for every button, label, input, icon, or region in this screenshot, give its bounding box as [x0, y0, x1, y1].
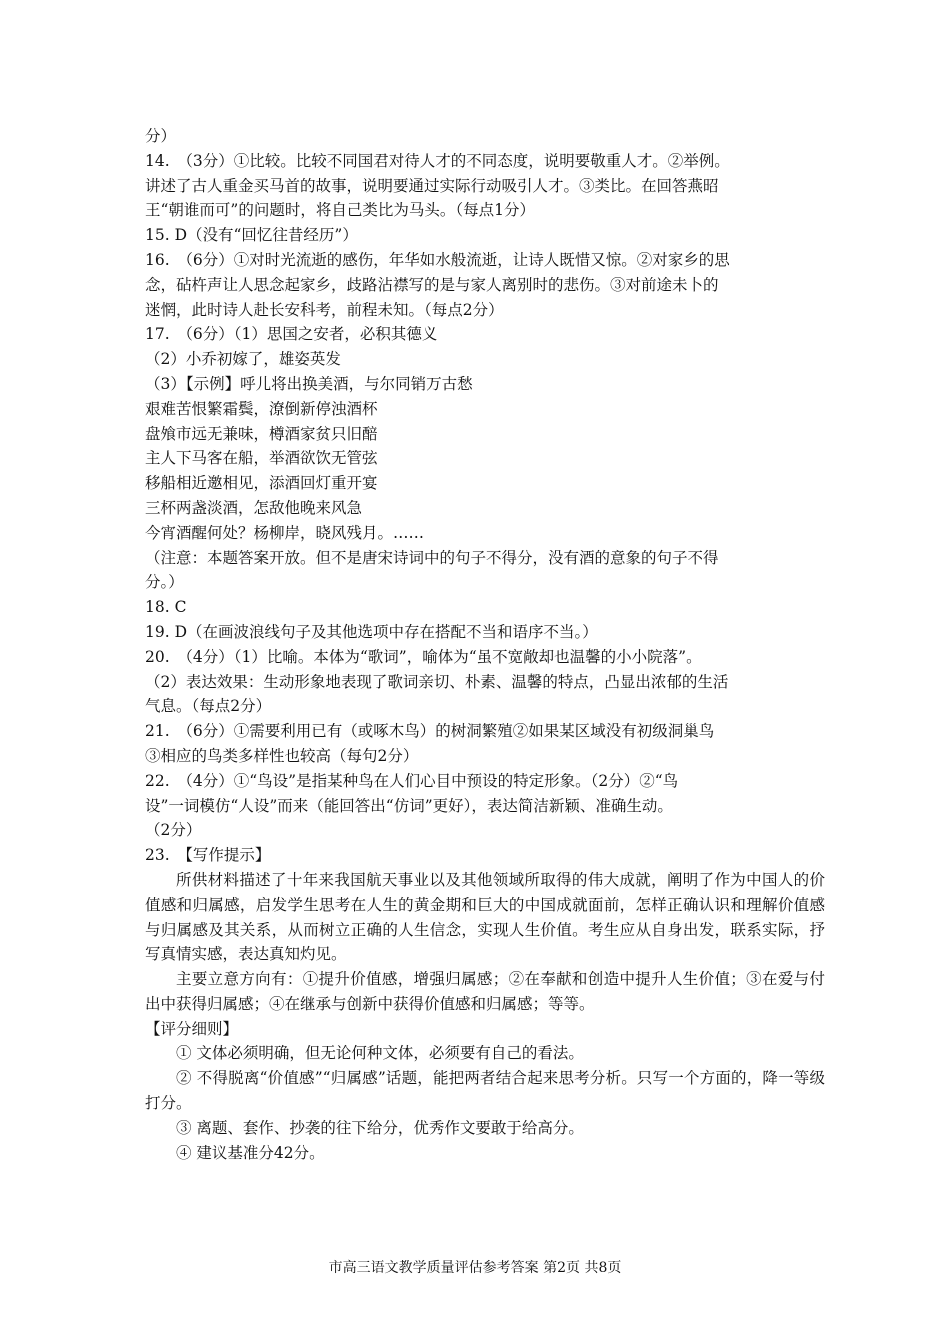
- answer-20-line-2: （2）表达效果：生动形象地表现了歌词亲切、朴素、温馨的特点，凸显出浓郁的生活: [145, 672, 729, 691]
- poem-line: 三杯两盏淡酒，怎敌他晚来风急: [145, 498, 363, 517]
- poem-line: 艰难苦恨繁霜鬓，潦倒新停浊酒杯: [145, 399, 378, 418]
- rubric-heading: 【评分细则】: [145, 1019, 239, 1038]
- answer-17-note-line-1: （注意：本题答案开放。但不是唐宋诗词中的句子不得分，没有酒的意象的句子不得: [145, 548, 719, 567]
- writing-direction-paragraph: 主要立意方向有：①提升价值感，增强归属感；②在奉献和创造中提升人生价值；③在爱与付出中获得归属感；④在继承与创新中获得价值感和归属感；等等。: [145, 970, 825, 1013]
- answer-content: [145, 124, 825, 1165]
- poem-line: 盘飧市远无兼味，樽酒家贫只旧醅: [145, 424, 378, 443]
- answer-15: 15. D（没有“回忆往昔经历”）: [145, 226, 358, 245]
- answer-14-line-3: 王“朝谁而可”的问题时，将自己类比为马头。（每点1分）: [145, 201, 535, 220]
- answer-18: 18. C: [145, 598, 187, 617]
- answer-14-line-2: 讲述了古人重金买马首的故事，说明要通过实际行动吸引人才。③类比。在回答燕昭: [145, 176, 719, 195]
- rubric-item: ① 文体必须明确，但无论何种文体，必须要有自己的看法。: [176, 1044, 584, 1063]
- answer-20-line-3: 气息。（每点2分）: [145, 697, 272, 716]
- answer-22-line-3: （2分）: [145, 821, 202, 840]
- text-line: 分）: [145, 127, 177, 145]
- writing-prompt-paragraph: 所供材料描述了十年来我国航天事业以及其他领域所取得的伟大成就，阐明了作为中国人的价值感和归属感，启发学生思考在人生的黄金期和巨大的中国成就面前，怎样正确认识和理解价值感与归属感及其关系，从而树立正确的人生信念，实现人生价值。考生应从自身出发，联系实际，抒写真情实感，表达真知灼见。: [145, 870, 825, 964]
- answer-16-line-1: 16. （6分）①对时光流逝的感伤，年华如水般流逝，让诗人既惜又惊。②对家乡的思: [145, 250, 730, 269]
- answer-19: 19. D（在画波浪线句子及其他选项中存在搭配不当和语序不当。）: [145, 622, 598, 641]
- answer-16-line-3: 迷惘，此时诗人赴长安科考，前程未知。（每点2分）: [145, 300, 504, 319]
- answer-17-note-line-2: 分。）: [145, 573, 184, 592]
- rubric-item: ② 不得脱离“价值感”“归属感”话题，能把两者结合起来思考分析。只写一个方面的，降一等级打分。: [145, 1069, 825, 1113]
- answer-22-line-1: 22. （4分）①“鸟设”是指某种鸟在人们心目中预设的特定形象。（2分）②“鸟: [145, 771, 679, 790]
- answer-14-line-1: 14. （3分）①比较。比较不同国君对待人才的不同态度，说明要敬重人才。②举例。: [145, 151, 730, 170]
- poem-line: 移船相近邀相见，添酒回灯重开宴: [145, 474, 378, 493]
- answer-21-line-2: ③相应的鸟类多样性也较高（每句2分）: [145, 746, 419, 765]
- answer-17-line-1: 17. （6分）（1）思国之安者，必积其德义: [145, 325, 438, 344]
- poem-line: 主人下马客在船，举酒欲饮无管弦: [145, 449, 378, 468]
- answer-20-line-1: 20. （4分）（1）比喻。本体为“歌词”，喻体为“虽不宽敞却也温馨的小小院落”。: [145, 647, 702, 666]
- answer-17-line-2: （2）小乔初嫁了，雄姿英发: [145, 350, 341, 369]
- answer-16-line-2: 念，砧杵声让人思念起家乡，歧路沾襟写的是与家人离别时的悲伤。③对前途未卜的: [145, 275, 719, 294]
- poem-line: 今宵酒醒何处？杨柳岸，晓风残月。……: [145, 523, 425, 542]
- rubric-item: ④ 建议基准分42分。: [176, 1143, 325, 1162]
- page-footer: 市高三语文教学质量评估参考答案 第2页 共8页: [328, 1260, 622, 1276]
- answer-22-line-2: 设”一词模仿“人设”而来（能回答出“仿词”更好），表达简洁新颖、准确生动。: [145, 796, 673, 815]
- rubric-item: ③ 离题、套作、抄袭的往下给分，优秀作文要敢于给高分。: [176, 1118, 584, 1137]
- answer-23-heading: 23. 【写作提示】: [145, 846, 271, 865]
- answer-21-line-1: 21. （6分）①需要利用已有（或啄木鸟）的树洞繁殖②如果某区域没有初级洞巢鸟: [145, 722, 715, 741]
- answer-17-line-3: （3）【示例】呼儿将出换美酒，与尔同销万古愁: [145, 374, 473, 393]
